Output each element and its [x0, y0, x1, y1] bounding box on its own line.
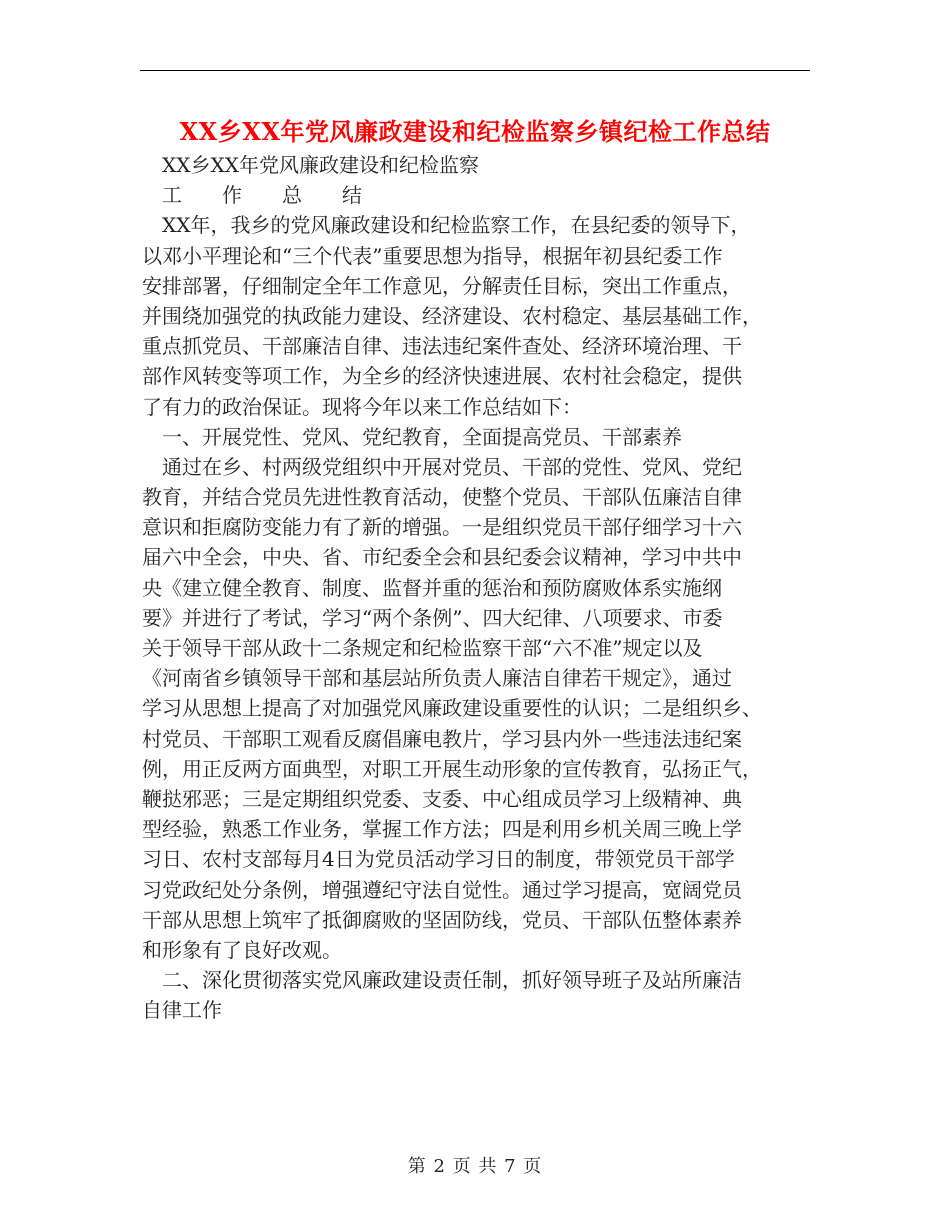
document-body [142, 150, 808, 1025]
body-line: 一、开展党性、党风、党纪教育，全面提高党员、干部素养 [142, 424, 682, 449]
body-line: 二、深化贯彻落实党风廉政建设责任制，抓好领导班子及站所廉洁 [142, 968, 742, 993]
body-line: XX乡XX年党风廉政建设和纪检监察 [142, 153, 479, 177]
body-line: 届六中全会，中央、省、市纪委全会和县纪委会议精神，学习中共中 [142, 545, 742, 570]
body-line: 央《建立健全教育、制度、监督并重的惩治和预防腐败体系实施纲 [142, 575, 722, 600]
header-rule [140, 70, 810, 71]
body-line: 习党政纪处分条例，增强遵纪守法自觉性。通过学习提高，宽阔党员 [142, 877, 742, 902]
body-line: 部作风转变等项工作，为全乡的经济快速进展、农村社会稳定，提供 [142, 364, 742, 389]
body-line: 和形象有了良好改观。 [142, 937, 342, 962]
body-line: 并围绕加强党的执政能力建设、经济建设、农村稳定、基层基础工作， [142, 303, 762, 328]
page-footer: 第 2 页 共 7 页 [407, 1156, 543, 1177]
body-line: 自律工作 [142, 998, 222, 1023]
body-line: 以邓小平理论和“三个代表”重要思想为指导，根据年初县纪委工作 [142, 243, 723, 268]
body-line: 意识和拒腐防变能力有了新的增强。一是组织党员干部仔细学习十六 [142, 515, 742, 540]
body-line: 安排部署，仔细制定全年工作意见，分解责任目标，突出工作重点， [142, 273, 742, 298]
body-line: 教育，并结合党员先进性教育活动，使整个党员、干部队伍廉洁自律 [142, 485, 742, 510]
body-line: 通过在乡、村两级党组织中开展对党员、干部的党性、党风、党纪 [142, 454, 742, 479]
body-line: 了有力的政治保证。现将今年以来工作总结如下： [142, 394, 582, 419]
body-line: 要》并进行了考试，学习“两个条例”、四大纪律、八项要求、市委 [142, 605, 723, 630]
body-line: 村党员、干部职工观看反腐倡廉电教片，学习县内外一些违法违纪案 [142, 726, 742, 751]
body-line: 习日、农村支部每月4日为党员活动学习日的制度，带领党员干部学 [142, 847, 735, 872]
body-line: 例，用正反两方面典型，对职工开展生动形象的宣传教育，弘扬正气， [142, 756, 762, 781]
body-line: 重点抓党员、干部廉洁自律、违法违纪案件查处、经济环境治理、干 [142, 334, 742, 359]
body-line: 工 作 总 结 [142, 183, 362, 208]
body-line: 干部从思想上筑牢了抵御腐败的坚固防线，党员、干部队伍整体素养 [142, 907, 742, 932]
body-line: XX年，我乡的党风廉政建设和纪检监察工作，在县纪委的领导下， [142, 213, 751, 238]
body-line: 关于领导干部从政十二条规定和纪检监察干部“六不准”规定以及 [142, 636, 703, 660]
body-line: 鞭挞邪恶；三是定期组织党委、支委、中心组成员学习上级精神、典 [142, 786, 742, 811]
document-title: XX乡XX年党风廉政建设和纪检监察乡镇纪检工作总结 [179, 117, 771, 146]
body-line: 型经验，熟悉工作业务，掌握工作方法；四是利用乡机关周三晚上学 [142, 817, 742, 842]
body-line: 《河南省乡镇领导干部和基层站所负责人廉洁自律若干规定》，通过 [142, 666, 732, 691]
body-line: 学习从思想上提高了对加强党风廉政建设重要性的认识；二是组织乡、 [142, 696, 762, 721]
